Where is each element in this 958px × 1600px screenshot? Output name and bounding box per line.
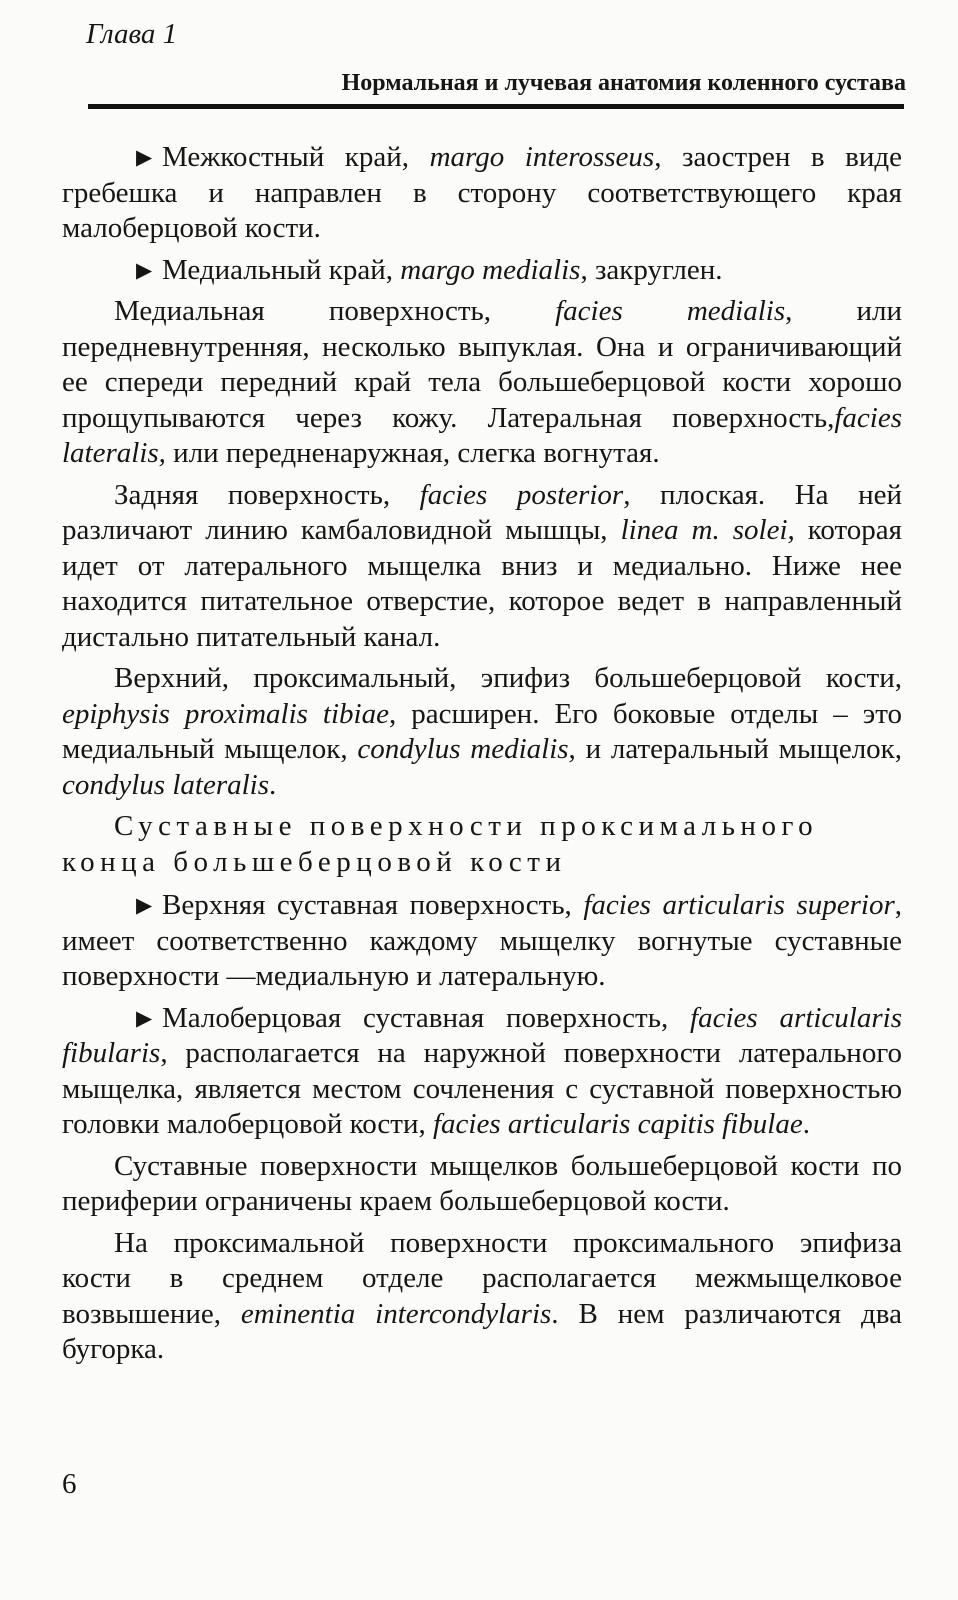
bullet-triangle-icon: ▶ [136, 145, 153, 169]
latin-term: facies lateralis, [62, 401, 902, 469]
paragraph-medial-surface: Медиальная поверхность, facies medialis, или передневнутренняя, несколько выпуклая. Она и ограничивающий ее спереди передний край тела большеберцовой кости хорошо прощупываются через кожу. Латеральная поверхность,facies lateralis, или передненаружная, слегка вогнутая. [62, 295, 903, 469]
header-rule [88, 104, 904, 109]
paragraph-posterior-surface: Задняя поверхность, facies posterior, плоская. На ней различают линию камбаловидной мышцы, linea m. solei, которая идет от латерального мыщелка вниз и медиально. Ниже нее находится питательное отверстие, которое ведет в направленный дистально питательный канал. [62, 478, 903, 653]
bullet-triangle-icon: ▶ [136, 1005, 153, 1030]
body-text [62, 140, 902, 1374]
running-title: Нормальная и лучевая анатомия коленного сустава [341, 70, 906, 96]
latin-term: facies medialis [555, 295, 786, 327]
latin-term: epiphysis proximalis tibiae [62, 697, 389, 730]
section-heading: Суставные поверхности проксимального конца большеберцовой кости [62, 810, 819, 878]
paragraph-superior-articular-surface: ▶ Верхняя суставная поверхность, facies articularis superior, имеет соответственно каждому мыщелку вогнутые суставные поверхности —медиальную и латеральную. [62, 889, 902, 992]
latin-term: facies articularis superior [583, 889, 895, 921]
page-number: 6 [62, 1468, 77, 1500]
paragraph-medial-margin: ▶ Медиальный край, margo medialis, закруглен. [62, 253, 902, 289]
chapter-label: Глава 1 [86, 18, 178, 50]
bullet-triangle-icon: ▶ [136, 893, 153, 917]
latin-term: linea m. solei, [620, 514, 795, 546]
latin-term: margo medialis [400, 253, 581, 286]
latin-term: facies articularis capitis fibulae [433, 1108, 803, 1140]
latin-term: condylus lateralis [62, 768, 270, 801]
paragraph-proximal-epiphysis: Верхний, проксимальный, эпифиз большеберцовой кости, epiphysis proximalis tibiae, расширен. Его боковые отделы – это медиальный мыщелок, condylus medialis, и латеральный мыщелок, condylus lateralis. [62, 662, 903, 801]
paragraph-interosseous-margin: ▶ Межкостный край, margo interosseus, заострен в виде гребешка и направлен в сторону соответствующего края малоберцовой кости. [62, 141, 903, 244]
latin-term: facies posterior [419, 478, 624, 511]
paragraph-intercondylar-eminence: На проксимальной поверхности проксимального эпифиза кости в среднем отделе располагается межмыщелковое возвышение, eminentia intercondylaris. В нем различаются два бугорка. [62, 1226, 902, 1365]
latin-term: facies articularis fibularis [62, 1001, 902, 1069]
paragraph-condyle-surfaces: Суставные поверхности мыщелков большеберцовой кости по периферии ограничены краем большеберцовой кости. [62, 1149, 902, 1217]
paragraph-fibular-articular-surface: ▶ Малоберцовая суставная поверхность, facies articularis fibularis, располагается на наружной поверхности латерального мыщелка, является местом сочленения с суставной поверхностью головки малоберцовой кости, facies articularis capitis fibulae. [62, 1001, 902, 1140]
latin-term: condylus medialis [357, 733, 569, 765]
latin-term: margo interosseus [429, 141, 655, 173]
bullet-triangle-icon: ▶ [136, 257, 153, 282]
latin-term: eminentia intercondylaris [240, 1297, 552, 1330]
